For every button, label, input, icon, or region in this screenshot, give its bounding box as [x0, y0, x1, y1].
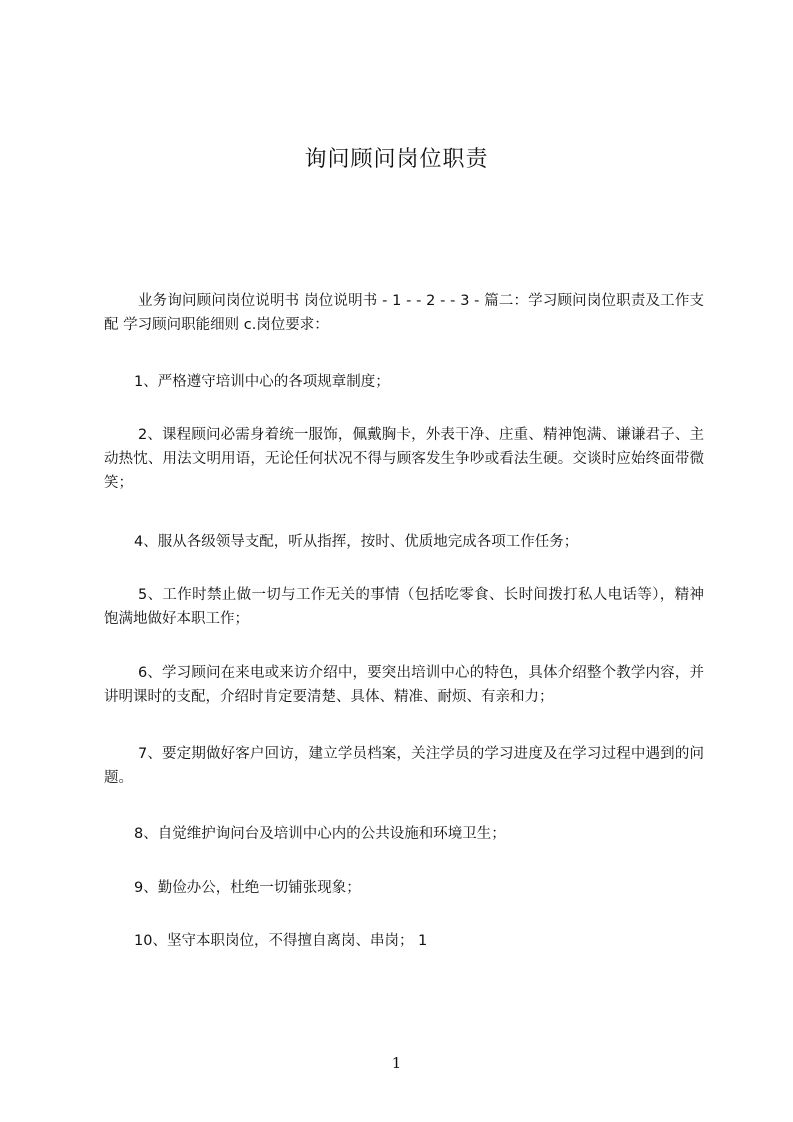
paragraph-item-9: 9、勤俭办公，杜绝一切铺张现象； — [134, 880, 361, 896]
paragraph-item-7: 7、要定期做好客户回访，建立学员档案，关注学员的学习进度及在学习过程中遇到的问题。 — [104, 746, 704, 786]
paragraph-item-5: 5、工作时禁止做一切与工作无关的事情（包括吃零食、长时间拨打私人电话等），精神饱满地做好本职工作； — [104, 587, 704, 627]
paragraph-item-6: 6、学习顾问在来电或来访介绍中，要突出培训中心的特色，具体介绍整个教学内容，并讲明课时的支配，介绍时肯定要清楚、具体、精准、耐烦、有亲和力； — [104, 665, 704, 705]
paragraph-item-8: 8、自觉维护询问台及培训中心内的公共设施和环境卫生； — [134, 826, 506, 842]
paragraph-item-4: 4、服从各级领导支配，听从指挥，按时、优质地完成各项工作任务； — [134, 534, 579, 550]
paragraph-item-10: 10、坚守本职岗位，不得擅自离岗、串岗； 1 — [134, 933, 428, 949]
page-number: 1 — [391, 1054, 402, 1072]
paragraph-intro: 业务询问顾问岗位说明书 岗位说明书 - 1 - - 2 - - 3 - 篇二：学习顾问岗位职责及工作支配 学习顾问职能细则 c.岗位要求： — [104, 293, 704, 333]
document-title: 询问顾问岗位职责 — [304, 147, 489, 172]
paragraph-item-1: 1、严格遵守培训中心的各项规章制度； — [134, 374, 390, 390]
paragraph-item-2: 2、课程顾问必需身着统一服饰，佩戴胸卡，外表干净、庄重、精神饱满、谦谦君子、主动热忱、用法文明用语，无论任何状况不得与顾客发生争吵或看法生硬。交谈时应始终面带微笑； — [104, 427, 704, 491]
